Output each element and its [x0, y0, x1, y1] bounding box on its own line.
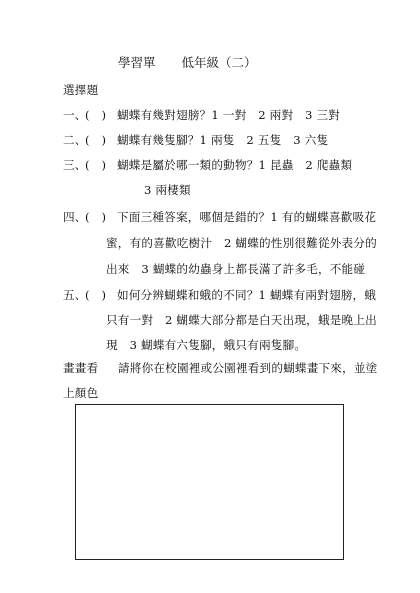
question-4-text-cont-2: 出來 3 蝴蝶的幼蟲身上都長滿了許多毛，不能碰	[106, 262, 366, 276]
question-3-answer-blank[interactable]: ( )	[85, 158, 107, 172]
grade-text: 低年級（二）	[181, 55, 257, 70]
drawing-area[interactable]	[75, 404, 344, 560]
question-2-text: 蝴蝶有幾隻腳？1 兩隻 2 五隻 3 六隻	[117, 133, 329, 147]
drawing-instruction: 請將你在校園裡或公園裡看到的蝴蝶畫下來，並塗	[118, 361, 378, 375]
question-3-text-cont: 3 兩棲類	[144, 183, 191, 197]
question-5-answer-blank[interactable]: ( )	[85, 288, 107, 302]
question-5-number: 五、	[63, 288, 87, 302]
title-text: 學習單	[118, 55, 156, 70]
question-1-number: 一、	[63, 108, 87, 122]
question-5-text-cont-2: 現 3 蝴蝶有六隻腳，蛾只有兩隻腳。	[106, 338, 307, 352]
section-heading: 選擇題	[63, 83, 99, 97]
question-3-number: 三、	[63, 158, 87, 172]
question-1-answer-blank[interactable]: ( )	[85, 108, 107, 122]
question-2-answer-blank[interactable]: ( )	[85, 133, 107, 147]
question-2-number: 二、	[63, 133, 87, 147]
question-4-text-cont-1: 蜜，有的喜歡吃樹汁 2 蝴蝶的性別很難從外表分的	[106, 236, 377, 250]
question-4-answer-blank[interactable]: ( )	[85, 210, 107, 224]
question-3-text: 蝴蝶是屬於哪一類的動物？1 昆蟲 2 爬蟲類	[117, 158, 353, 172]
drawing-label: 畫畫看	[63, 361, 99, 375]
question-1-text: 蝴蝶有幾對翅膀？1 一對 2 兩對 3 三對	[117, 108, 341, 122]
question-4-number: 四、	[63, 210, 87, 224]
question-4-text: 下面三種答案，哪個是錯的？1 有的蝴蝶喜歡吸花	[117, 210, 377, 224]
question-5-text-cont-1: 只有一對 2 蝴蝶大部分都是白天出現，蛾是晚上出	[106, 313, 377, 327]
drawing-instruction-cont: 上顏色	[63, 386, 99, 400]
page-title	[118, 53, 257, 71]
question-5-text: 如何分辨蝴蝶和蛾的不同？1 蝴蝶有兩對翅膀，蛾	[117, 288, 377, 302]
